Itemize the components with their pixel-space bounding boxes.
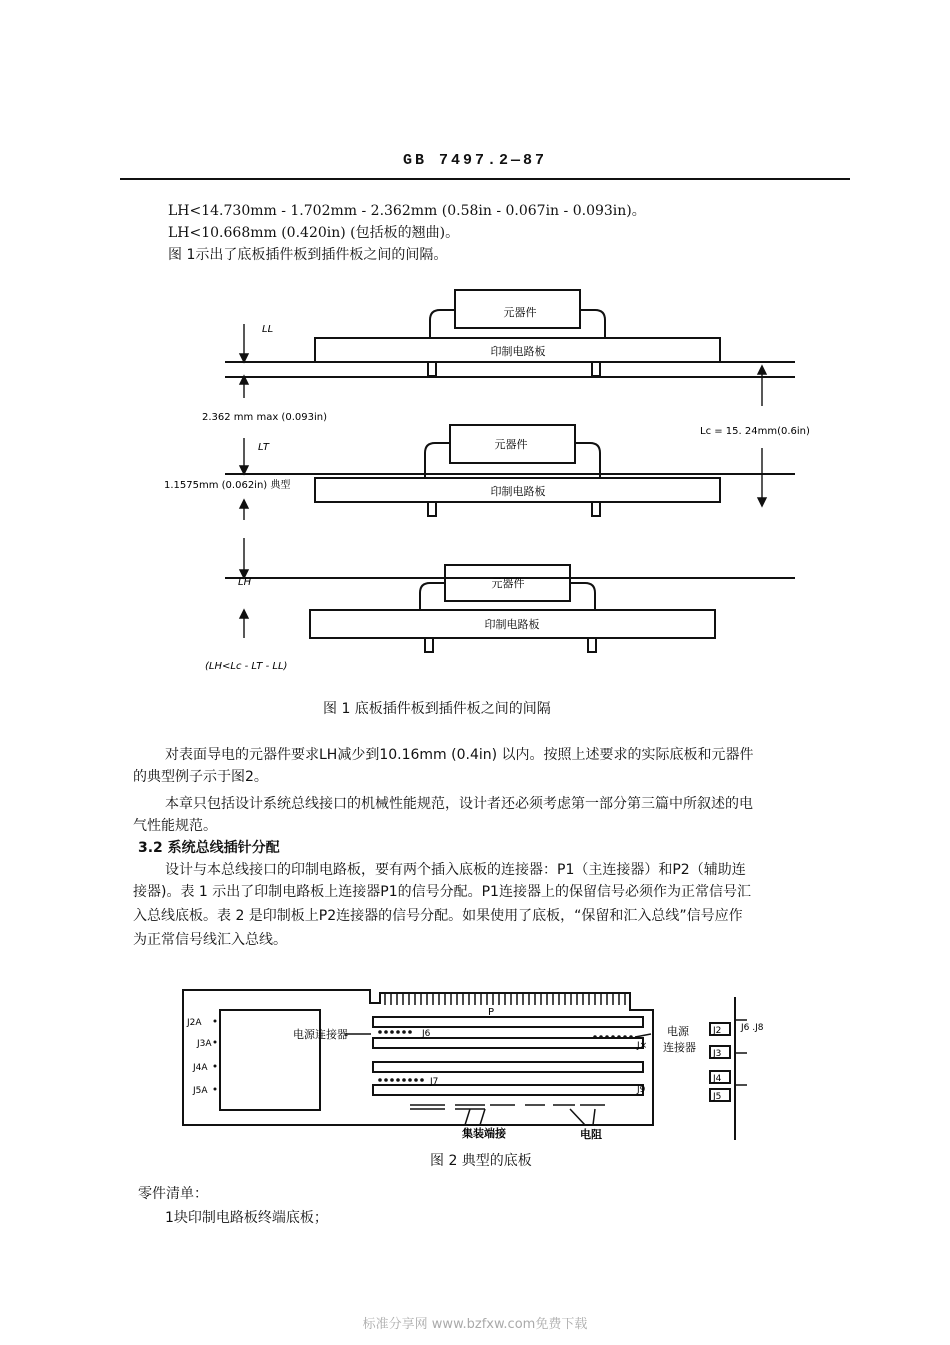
dim-11575: 1.1575mm (0.062in) 典型 [164, 480, 291, 491]
label-jx: J× [637, 1041, 648, 1051]
power-connector-left: 电源连接器 [293, 1028, 348, 1041]
resistor-label: 电阻 [580, 1128, 602, 1141]
label-p: P [488, 1007, 495, 1018]
component-1-label: 元器件 [503, 306, 537, 319]
parts-title: 零件清单： [138, 1186, 208, 1202]
label-j4a: J4A [193, 1063, 208, 1073]
side-j2: J2 [713, 1026, 722, 1036]
para-1a: 对表面导电的元器件要求LH减少到10.16mm (0.4in) 以内。按照上述要求的实际底板和元器件 [165, 747, 754, 763]
label-ll: LL [262, 324, 274, 335]
figure-1-diagram [150, 280, 850, 690]
header-rule [120, 178, 850, 180]
para-3b: 接器)。表 1 示出了印制电路板上连接器P1的信号分配。P1连接器上的保留信号必须作为正常信号汇 [133, 884, 751, 900]
label-j3a: J3A [197, 1039, 212, 1049]
figure-2-caption: 图 2 典型的底板 [430, 1153, 532, 1169]
para-2b: 气性能规范。 [133, 818, 217, 834]
pcb-1-label: 印制电路板 [490, 345, 546, 358]
document-code: GB 7497.2—87 [402, 152, 548, 169]
para-3d: 为正常信号线汇入总线。 [133, 932, 287, 948]
label-j6: J6 [422, 1029, 431, 1039]
dim-2362: 2.362 mm max (0.093in) [202, 412, 327, 423]
formula-lh: (LH<Lc - LT - LL) [205, 661, 288, 672]
label-j5a: J5A [193, 1086, 208, 1096]
power-connector-right-2: 连接器 [663, 1041, 696, 1054]
label-lh: LH [238, 577, 252, 588]
side-j5: J5 [713, 1092, 722, 1102]
component-2-label: 元器件 [494, 438, 528, 451]
dim-lc: Lc = 15. 24mm(0.6in) [700, 426, 810, 437]
label-lt: LT [258, 442, 270, 453]
label-j9: J9 [637, 1085, 646, 1095]
figure-1-caption: 图 1 底板插件板到插件板之间的间隔 [323, 701, 551, 717]
para-2a: 本章只包括设计系统总线接口的机械性能规范，设计者还必须考虑第一部分第三篇中所叙述的电 [165, 796, 753, 812]
pcb-3-label: 印制电路板 [484, 618, 540, 631]
label-j7: J7 [430, 1077, 439, 1087]
para-3a: 设计与本总线接口的印制电路板，要有两个插入底板的连接器：P1（主连接器）和P2（辅助连 [165, 862, 746, 878]
para-1b: 的典型例子示于图2。 [133, 769, 268, 785]
footer-watermark: 标准分享网 www.bzfxw.com免费下载 [362, 1317, 588, 1332]
side-j6-j8: J6 .J8 [741, 1023, 764, 1033]
intro-line: 图 1示出了底板插件板到插件板之间的间隔。 [168, 247, 448, 263]
para-3c: 入总线底板。表 2 是印制板上P2连接器的信号分配。如果使用了底板，“保留和汇入总线”信号应作 [133, 908, 743, 924]
component-3-label: 元器件 [491, 577, 525, 590]
parts-item: 1块印制电路板终端底板； [165, 1210, 328, 1226]
formula-line-1: LH<14.730mm - 1.702mm - 2.362mm (0.58in - 0.067in - 0.093in)。 [168, 203, 646, 219]
inner-square [220, 1010, 320, 1110]
pcb-2-label: 印制电路板 [490, 485, 546, 498]
formula-line-2: LH<10.668mm (0.420in) (包括板的翘曲)。 [168, 225, 460, 241]
terminator-label: 集装端接 [462, 1127, 506, 1140]
side-j3: J3 [713, 1049, 722, 1059]
power-connector-right-1: 电源 [667, 1025, 689, 1038]
label-j2a: J2A [187, 1018, 202, 1028]
side-j4: J4 [713, 1074, 722, 1084]
figure-2-diagram [175, 985, 785, 1145]
section-heading: 3.2 系统总线插针分配 [138, 840, 280, 856]
